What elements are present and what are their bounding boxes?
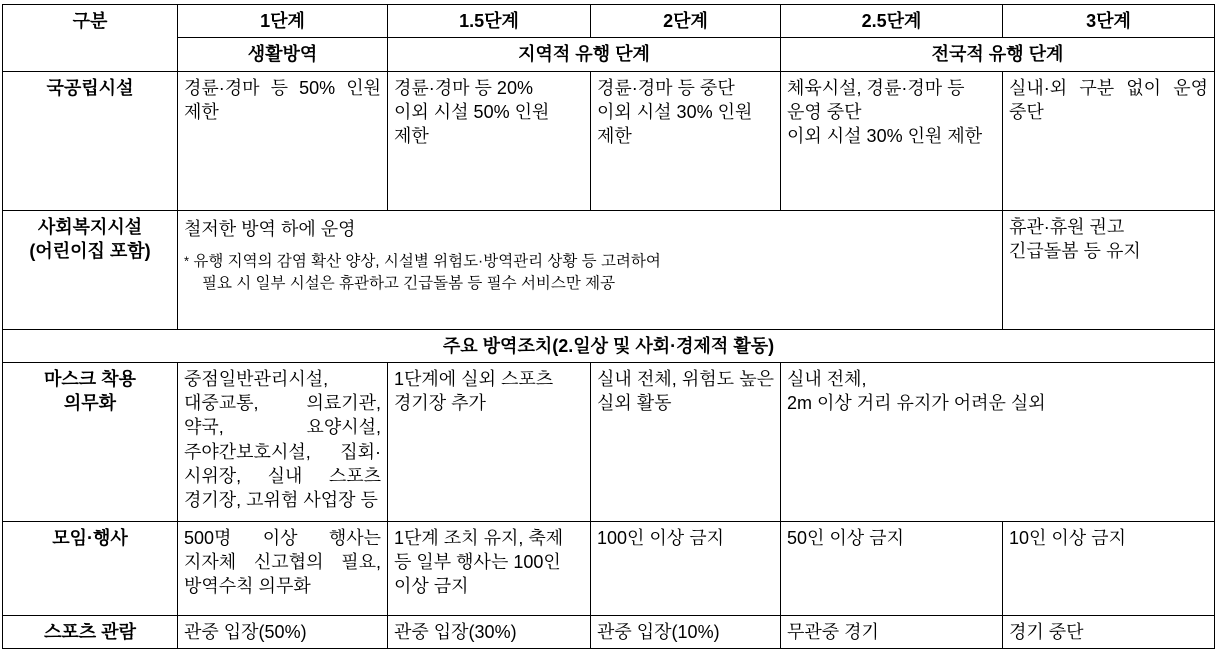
- cell-public-stage1_5: 경륜·경마 등 20% 이외 시설 50% 인원 제한: [388, 71, 591, 210]
- cell-mask-stage2_5-3: 실내 전체, 2m 이상 거리 유지가 어려운 실외: [781, 362, 1215, 521]
- cell-public-stage2: 경륜·경마 등 중단 이외 시설 30% 인원 제한: [591, 71, 781, 210]
- cell-mask-stage1_5: 1단계에 실외 스포츠 경기장 추가: [388, 362, 591, 521]
- header-category: 구분: [3, 5, 178, 72]
- welfare-main-text: 철저한 방역 하에 운영: [184, 218, 356, 239]
- row-label-sports-audience: 스포츠 관람: [3, 615, 178, 648]
- welfare-note-line1: 유행 지역의 감염 확산 양상, 시설별 위험도·방역관리 상황 등 고려하여: [193, 252, 661, 270]
- cell-gatherings-stage1: 500명 이상 행사는 지자체 신고협의 필요, 방역수칙 의무화: [178, 521, 388, 615]
- cell-sports-stage3: 경기 중단: [1003, 615, 1215, 648]
- header-stage-1: 1단계: [178, 5, 388, 38]
- cell-gatherings-stage2_5: 50인 이상 금지: [781, 521, 1003, 615]
- header-sub-daily: 생활방역: [178, 38, 388, 71]
- row-label-welfare-line1: 사회복지시설: [37, 216, 143, 237]
- table-section-title-row: [3, 329, 1215, 362]
- cell-sports-stage2: 관중 입장(10%): [591, 615, 781, 648]
- welfare-note: [184, 251, 996, 296]
- table-header-stage-row: [3, 5, 1215, 38]
- table-row-welfare-facilities: [3, 210, 1215, 329]
- cell-gatherings-stage1_5: 1단계 조치 유지, 축제 등 일부 행사는 100인 이상 금지: [388, 521, 591, 615]
- cell-public-stage2_5: 체육시설, 경륜·경마 등 운영 중단 이외 시설 30% 인원 제한: [781, 71, 1003, 210]
- header-sub-regional: 지역적 유행 단계: [388, 38, 781, 71]
- table-row-sports-audience: [3, 615, 1215, 648]
- table-header-sub-row: [3, 38, 1215, 71]
- header-stage-3: 3단계: [1003, 5, 1215, 38]
- section-title: 주요 방역조치(2.일상 및 사회·경제적 활동): [3, 329, 1215, 362]
- cell-public-stage3: 실내·외 구분 없이 운영 중단: [1003, 71, 1215, 210]
- cell-gatherings-stage2: 100인 이상 금지: [591, 521, 781, 615]
- welfare-note-marker: *: [184, 253, 190, 269]
- cell-public-stage1: 경륜·경마 등 50% 인원 제한: [178, 71, 388, 210]
- header-sub-national: 전국적 유행 단계: [781, 38, 1215, 71]
- cell-mask-stage2: 실내 전체, 위험도 높은 실외 활동: [591, 362, 781, 521]
- row-label-gatherings: 모임·행사: [3, 521, 178, 615]
- welfare-note-line2: 필요 시 일부 시설은 휴관하고 긴급돌봄 등 필수 서비스만 제공: [202, 275, 616, 293]
- header-stage-2: 2단계: [591, 5, 781, 38]
- row-label-mask: 마스크 착용 의무화: [3, 362, 178, 521]
- header-stage-2_5: 2.5단계: [781, 5, 1003, 38]
- cell-welfare-merged: [178, 210, 1003, 329]
- row-label-welfare-facilities: [3, 210, 178, 329]
- cell-mask-stage1: 중점일반관리시설, 대중교통, 의료기관, 약국, 요양시설, 주야간보호시설, 집회·시위장, 실내 스포츠 경기장, 고위험 사업장 등: [178, 362, 388, 521]
- table-row-mask: [3, 362, 1215, 521]
- covid-distancing-table: [2, 4, 1215, 649]
- cell-sports-stage1: 관중 입장(50%): [178, 615, 388, 648]
- table-row-gatherings: [3, 521, 1215, 615]
- cell-sports-stage1_5: 관중 입장(30%): [388, 615, 591, 648]
- cell-gatherings-stage3: 10인 이상 금지: [1003, 521, 1215, 615]
- row-label-welfare-line2: (어린이집 포함): [29, 240, 151, 261]
- row-label-public-facilities: 국공립시설: [3, 71, 178, 210]
- cell-welfare-stage3: 휴관·휴원 권고 긴급돌봄 등 유지: [1003, 210, 1215, 329]
- header-stage-1_5: 1.5단계: [388, 5, 591, 38]
- cell-sports-stage2_5: 무관중 경기: [781, 615, 1003, 648]
- table-row-public-facilities: [3, 71, 1215, 210]
